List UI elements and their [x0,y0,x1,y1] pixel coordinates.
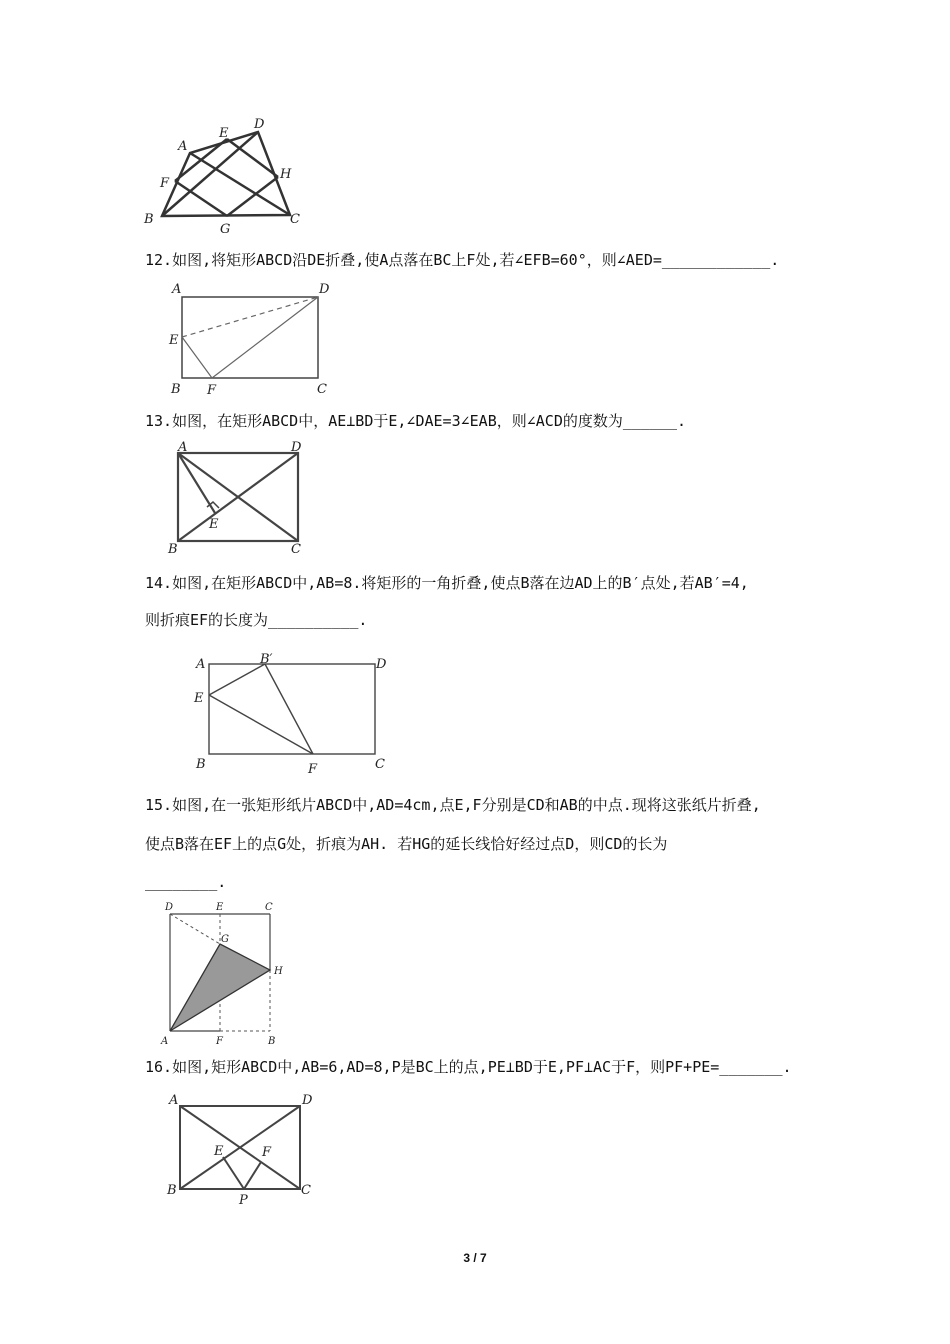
label-F: F [262,1145,272,1160]
question-16: 16.如图,矩形ABCD中,AB=6,AD=8,P是BC上的点,PE⊥BD于E,PF⊥AC于F，则PF+PE=_______. [145,1058,792,1076]
label-C: C [375,757,385,772]
label-H: H [274,966,283,977]
label-A: A [196,657,206,672]
question-15-line-3: ________. [145,873,227,891]
label-E: E [214,1144,224,1159]
figure-rectangle-fold-de [165,278,335,400]
label-H: H [280,167,292,182]
label-G: G [220,222,231,237]
label-C: C [291,542,301,557]
label-E: E [194,691,204,706]
question-14-line-1: 14.如图,在矩形ABCD中,AB=8.将矩形的一角折叠,使点B落在边AD上的B′点处,若AB′=4, [145,574,749,592]
label-D: D [319,282,330,297]
label-C: C [317,382,327,397]
label-P: P [239,1193,248,1208]
label-B: B [196,757,206,772]
question-15-line-2: 使点B落在EF上的点G处，折痕为AH. 若HG的延长线恰好经过点D，则CD的长为 [145,835,668,853]
label-F: F [160,176,170,191]
label-A: A [172,282,182,297]
figure-rectangle-corner-fold [190,650,395,775]
label-B: B [168,542,178,557]
label-B: B [171,382,181,397]
label-B: B [268,1036,276,1047]
label-C: C [301,1183,311,1198]
label-D: D [376,657,387,672]
figure-rectangle-pe-pf [163,1088,323,1206]
question-13: 13.如图，在矩形ABCD中，AE⊥BD于E,∠DAE=3∠EAB，则∠ACD的度数为______. [145,412,687,430]
figure-rectangle-ae-perp-bd [165,440,315,560]
label-D: D [165,902,174,913]
label-A: A [161,1036,169,1047]
label-C: C [265,902,273,913]
label-D: D [302,1093,313,1108]
label-A: A [169,1093,179,1108]
label-F: F [207,383,217,398]
label-B-prime: B′ [260,652,273,667]
question-14-line-2: 则折痕EF的长度为__________. [145,611,368,629]
question-15-line-1: 15.如图,在一张矩形纸片ABCD中,AD=4cm,点E,F分别是CD和AB的中点.现将这张纸片折叠, [145,796,761,814]
page-number: 3 / 7 [463,1251,487,1265]
label-F: F [308,762,318,777]
label-E: E [216,902,224,913]
figure-paper-fold-ah [155,898,290,1048]
label-G: G [221,934,229,945]
label-B: B [144,212,154,227]
label-D: D [291,440,302,455]
question-12: 12.如图,将矩形ABCD沿DE折叠,使A点落在BC上F处,若∠EFB=60°，则∠AED=____________. [145,251,780,269]
label-A: A [178,440,188,455]
label-B: B [167,1183,177,1198]
label-E: E [219,126,229,141]
label-A: A [178,139,188,154]
label-F: F [216,1036,223,1047]
label-C: C [290,212,300,227]
label-E: E [209,517,219,532]
figure-quadrilateral-midpoints [140,115,310,240]
label-D: D [254,117,265,132]
label-E: E [169,333,179,348]
